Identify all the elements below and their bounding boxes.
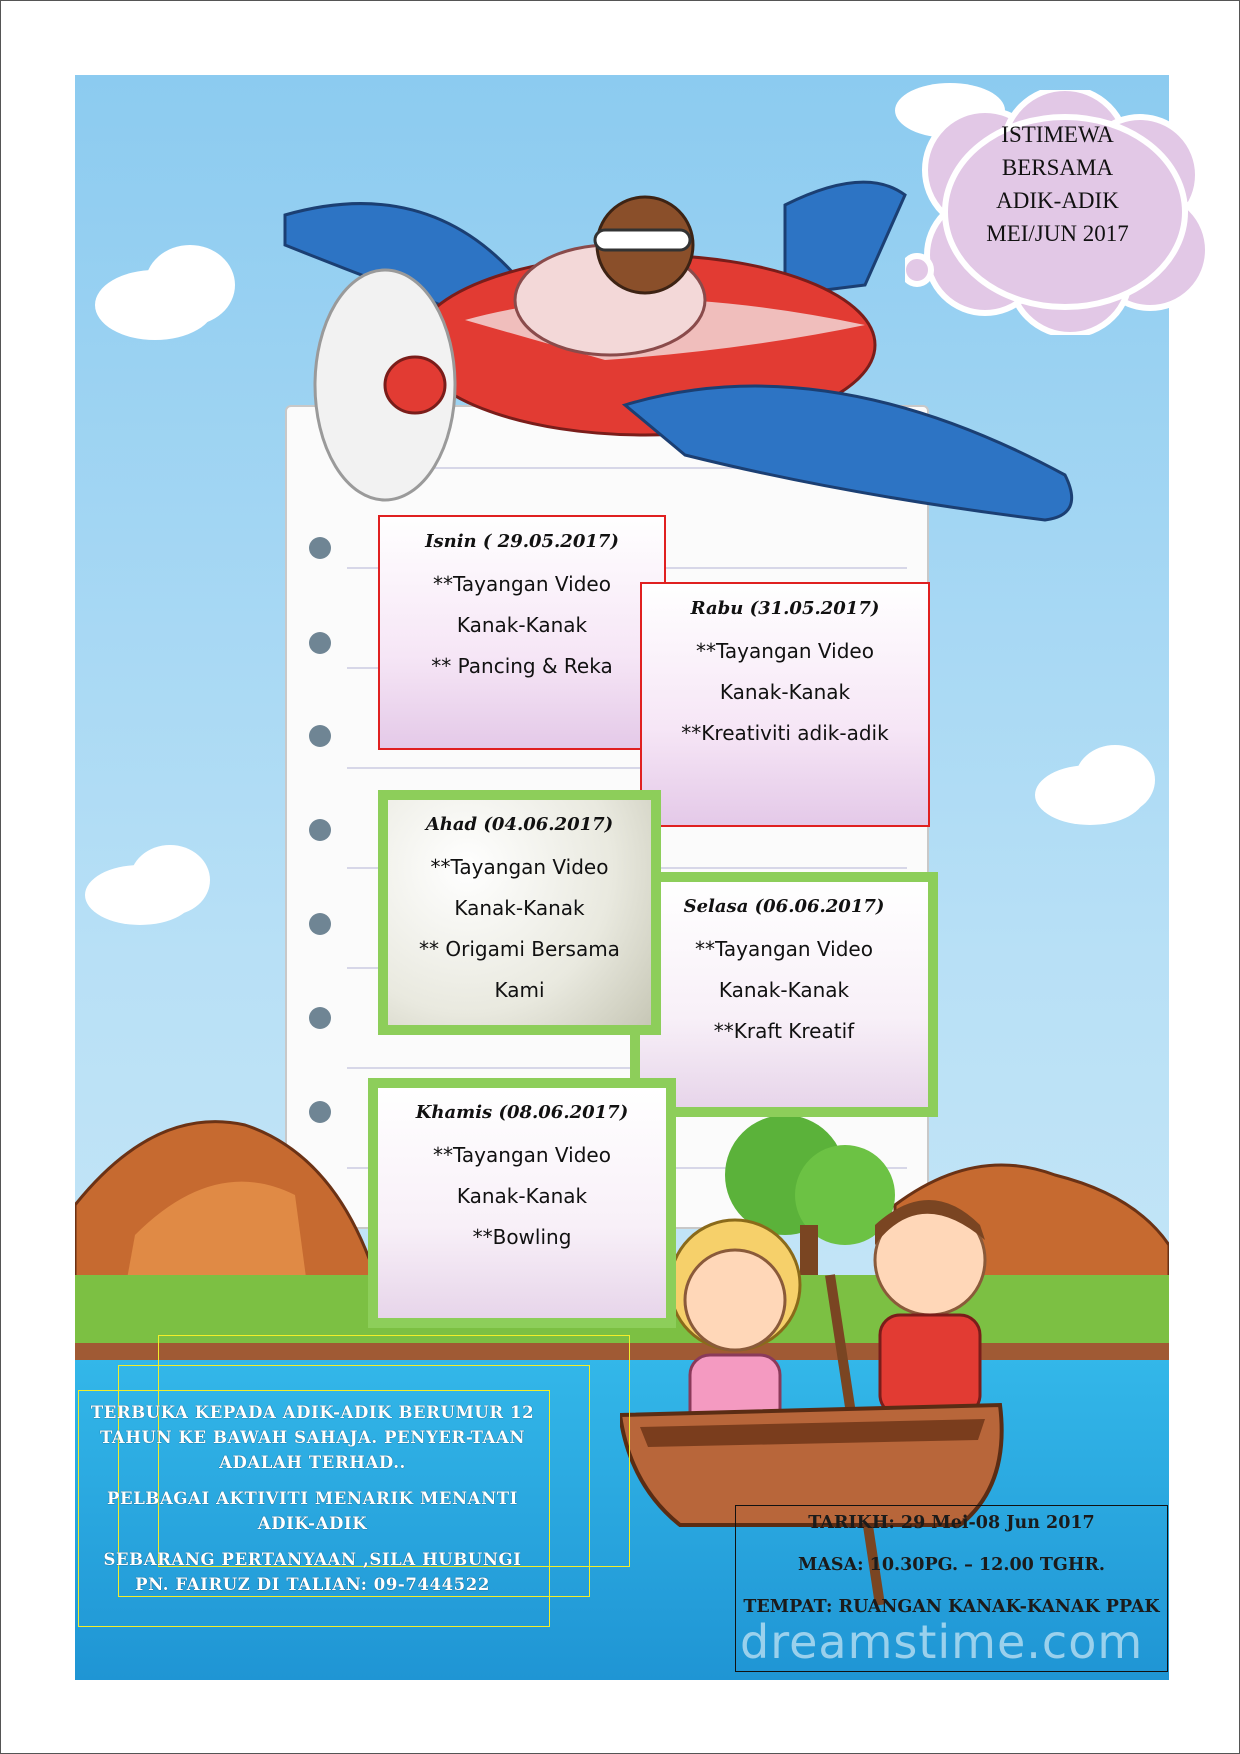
event-details bbox=[735, 1512, 1168, 1638]
schedule-box-selasa bbox=[630, 872, 938, 1117]
schedule-activity: **Tayangan Video bbox=[696, 639, 874, 663]
event-date: TARIKH: 29 Mei-08 Jun 2017 bbox=[808, 1513, 1095, 1533]
schedule-activity: **Kreativiti adik-adik bbox=[681, 721, 889, 745]
schedule-activity: **Tayangan Video bbox=[430, 855, 609, 879]
event-time: MASA: 10.30PG. – 12.00 TGHR. bbox=[797, 1555, 1106, 1575]
schedule-activity: ** Origami Bersama bbox=[419, 937, 620, 961]
schedule-day: Selasa (06.06.2017) bbox=[683, 896, 885, 917]
event-place: TEMPAT: RUANGAN KANAK-KANAK PPAK bbox=[743, 1597, 1160, 1617]
notice-text bbox=[85, 1400, 540, 1608]
schedule-day: Khamis (08.06.2017) bbox=[415, 1102, 629, 1123]
schedule-activity: **Bowling bbox=[472, 1225, 572, 1249]
schedule-activity: Kami bbox=[494, 978, 545, 1002]
schedule-activity: ** Pancing & Reka bbox=[431, 654, 613, 678]
title-line: ISTIMEWA bbox=[1001, 122, 1114, 147]
schedule-day: Ahad (04.06.2017) bbox=[425, 814, 614, 835]
schedule-activity: Kanak-Kanak bbox=[456, 613, 588, 637]
schedule-activity: Kanak-Kanak bbox=[454, 896, 585, 920]
ring-hole bbox=[309, 819, 331, 841]
schedule-activity: Kanak-Kanak bbox=[719, 680, 851, 704]
ring-hole bbox=[309, 1007, 331, 1029]
title-line: BERSAMA bbox=[1001, 155, 1114, 180]
cloud bbox=[1075, 745, 1155, 815]
schedule-activity: **Tayangan Video bbox=[695, 937, 873, 961]
ring-hole bbox=[309, 725, 331, 747]
schedule-day: Isnin ( 29.05.2017) bbox=[425, 531, 619, 552]
schedule-activity: Kanak-Kanak bbox=[718, 978, 850, 1002]
cloud bbox=[145, 245, 235, 325]
schedule-activity: **Tayangan Video bbox=[433, 572, 611, 596]
schedule-box-ahad bbox=[378, 790, 661, 1035]
notice-eligibility: TERBUKA KEPADA ADIK-ADIK BERUMUR 12 TAHUN KE BAWAH SAHAJA. PENYER-TAAN ADALAH TERHAD.. bbox=[90, 1403, 535, 1472]
schedule-box-khamis bbox=[368, 1078, 676, 1328]
title-line: MEI/JUN 2017 bbox=[986, 221, 1129, 246]
event-title bbox=[935, 118, 1180, 250]
ring-hole bbox=[309, 632, 331, 654]
ring-hole bbox=[309, 913, 331, 935]
schedule-box-rabu bbox=[640, 582, 930, 827]
watermark: dreamstime.com bbox=[740, 1615, 1144, 1669]
cloud bbox=[130, 845, 210, 915]
title-line: ADIK-ADIK bbox=[996, 188, 1119, 213]
schedule-activity: **Tayangan Video bbox=[433, 1143, 611, 1167]
schedule-day: Rabu (31.05.2017) bbox=[690, 598, 880, 619]
schedule-box-isnin bbox=[378, 515, 666, 750]
notice-activities: PELBAGAI AKTIVITI MENARIK MENANTI ADIK-ADIK bbox=[107, 1489, 518, 1533]
schedule-activity: Kanak-Kanak bbox=[456, 1184, 588, 1208]
notice-contact: SEBARANG PERTANYAAN ,SILA HUBUNGI PN. FAIRUZ DI TALIAN: 09-7444522 bbox=[103, 1550, 522, 1594]
schedule-activity: **Kraft Kreatif bbox=[713, 1019, 855, 1043]
